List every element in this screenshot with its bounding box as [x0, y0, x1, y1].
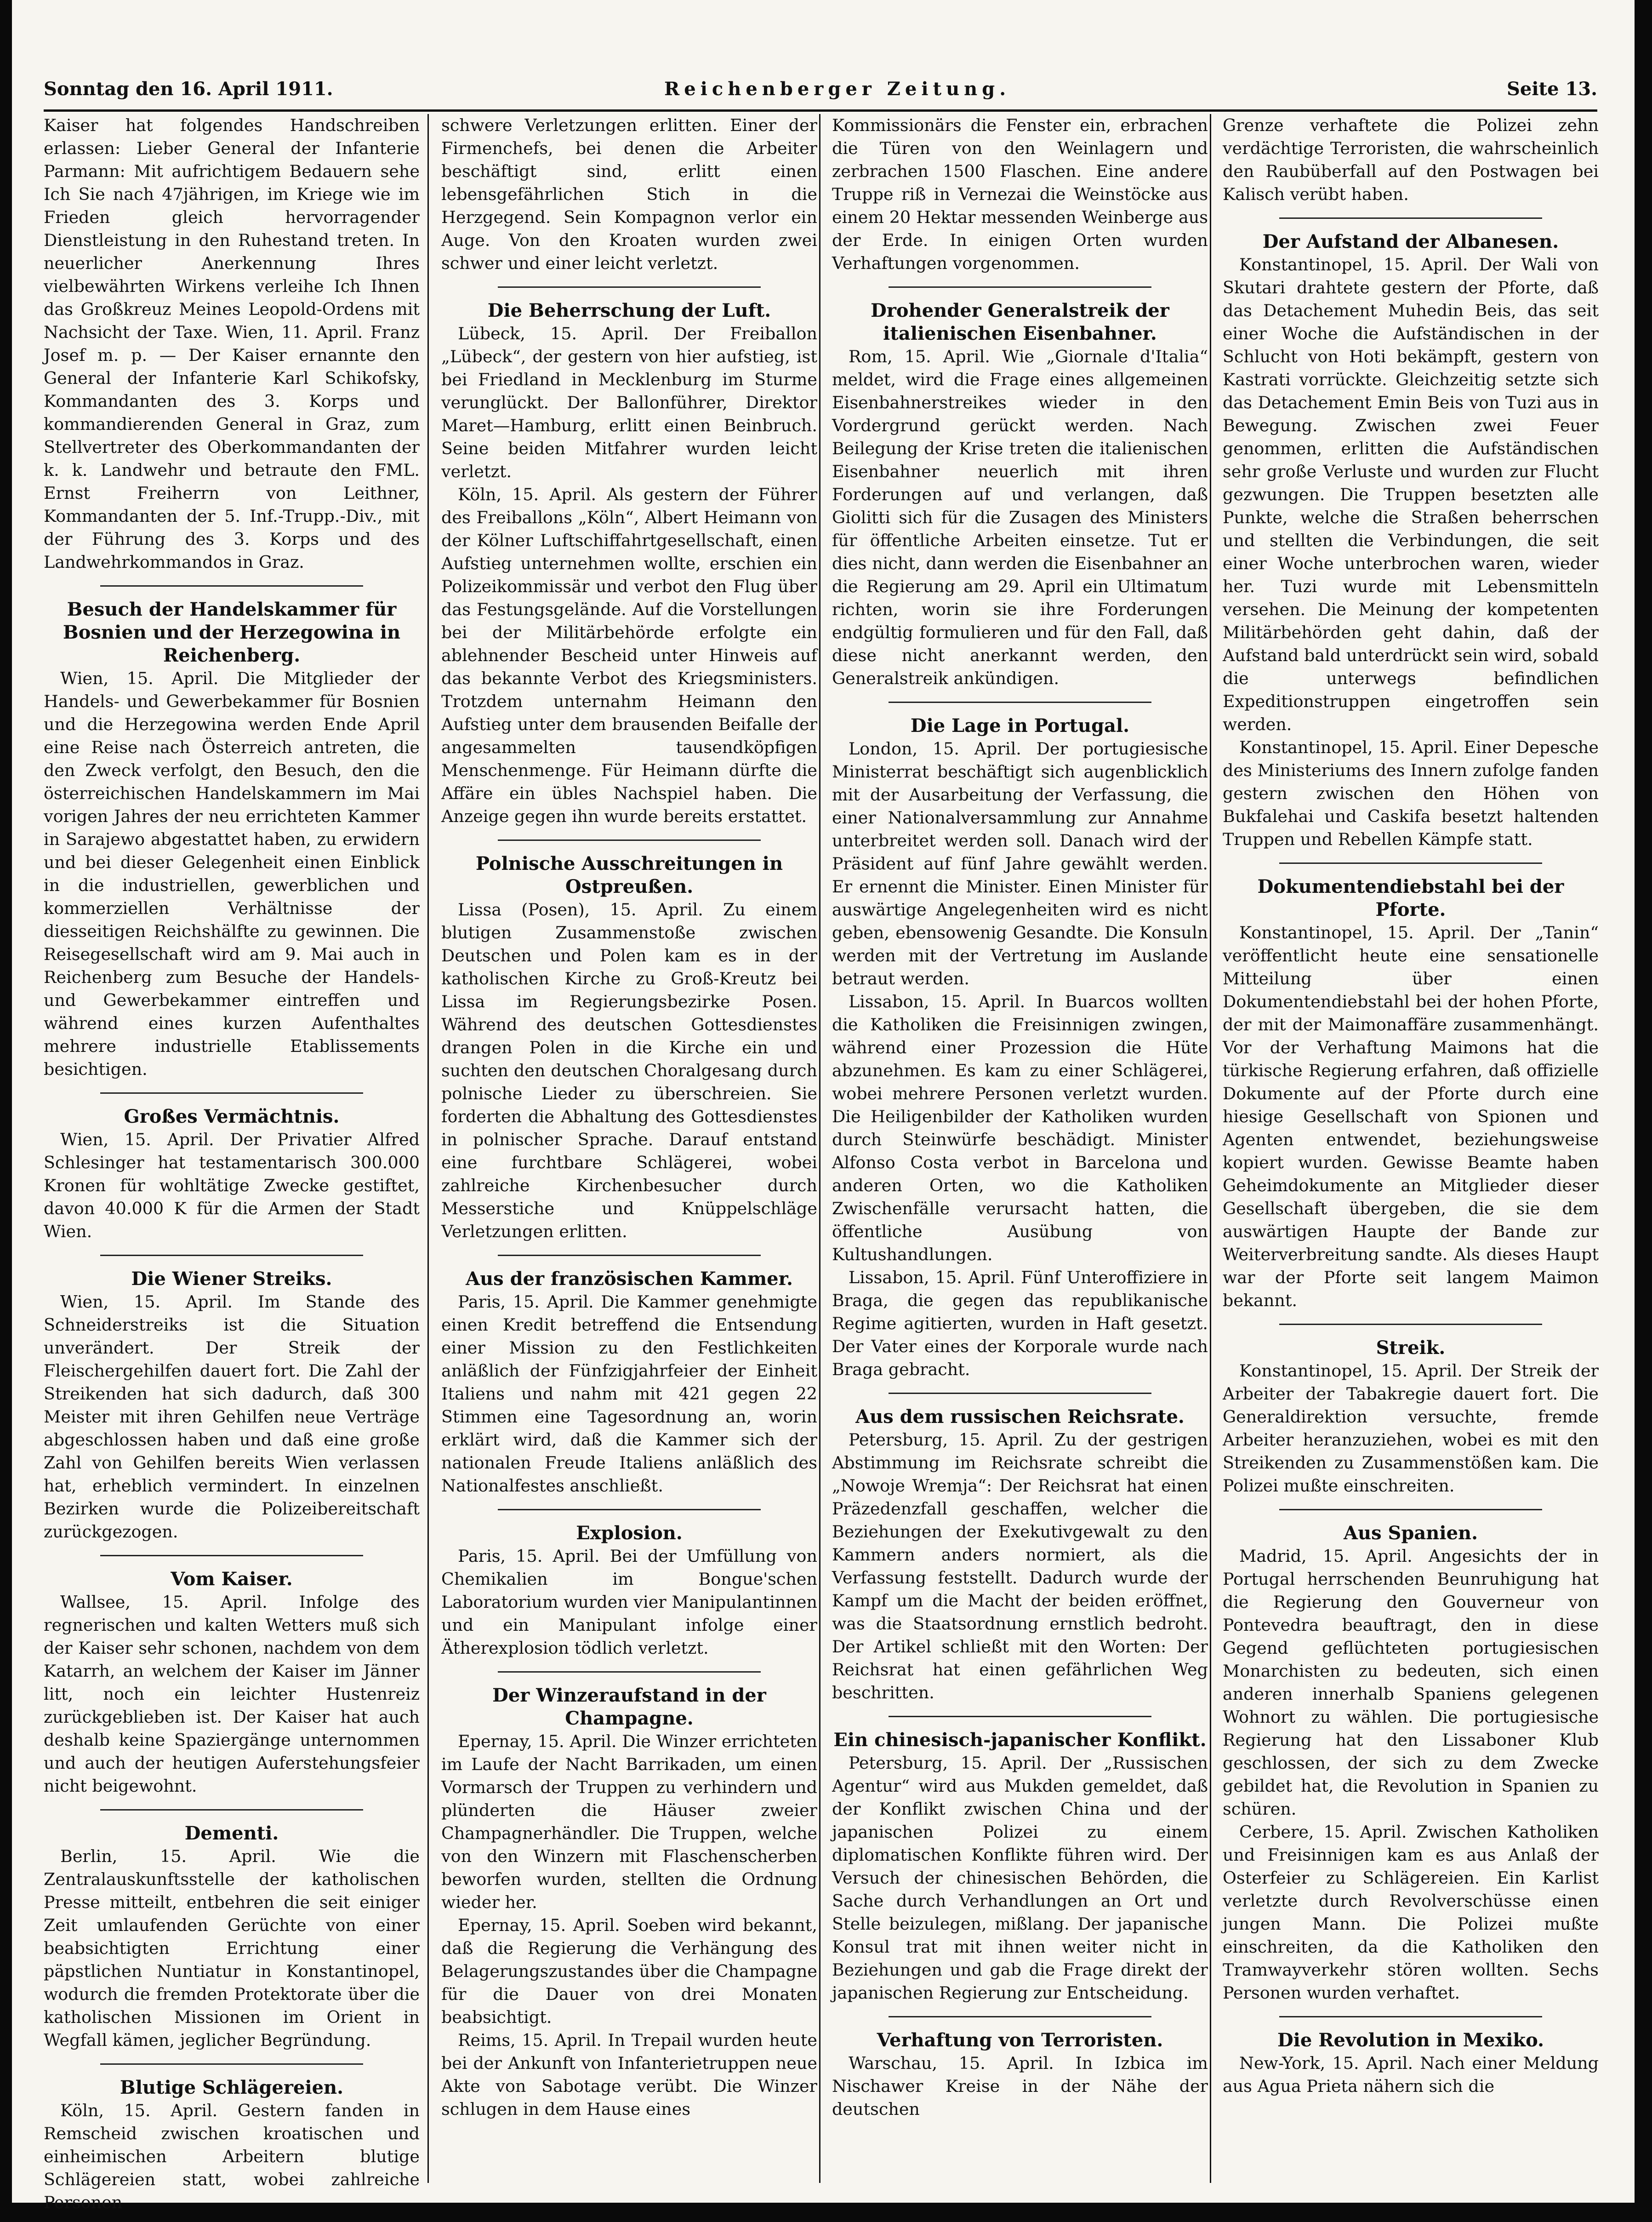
article-heading: Ein chinesisch-japanischer Konflikt.	[833, 1729, 1207, 1751]
article-text: Petersburg, 15. April. Zu der gestrigen Abstimmung im Reichsrate schreibt die „Nowoje Wremja“: Der Reichsrat hat einen Präzedenzfall geschaffen, welcher die Beziehungen der Exekutivgewalt zu den Kammern anders normiert, als die Verfassung feststellt. Dadurch wurde der Kampf um die Macht der beiden eröffnet, was die Staatsordnung ernstlich bedroht. Der Artikel schließt mit den Worten: Der Reichsrat hat einen gefährlichen Weg beschritten.	[832, 1430, 1208, 1702]
scan-border-left	[0, 0, 12, 2222]
scan-border-right	[1635, 0, 1652, 2222]
article-heading: Aus Spanien.	[1343, 1522, 1478, 1544]
column-divider	[819, 114, 820, 2183]
article-text: Wallsee, 15. April. Infolge des regnerischen und kalten Wetters muß sich der Kaiser sehr schonen, nachdem von dem Katarrh, an welchem der Kaiser im Jänner litt, noch ein leichter Hustenreiz zurückgeblieben ist. Der Kaiser hat auch deshalb keine Spaziergänge unternommen und auch der heutigen Auferstehungsfeier nicht beigewohnt.	[44, 1592, 420, 1796]
article-text: Lübeck, 15. April. Der Freiballon „Lübeck“, der gestern von hier aufstieg, ist bei Friedland in Mecklenburg im Sturme verunglückt. Der Ballonführer, Direktor Maret—Hamburg, erlitt einen Beinbruch. Seine beiden Mitfahrer wurden leicht verletzt.	[441, 324, 817, 481]
article-text: Paris, 15. April. Die Kammer genehmigte einen Kredit betreffend die Entsendung einer Mission zu den Festlichkeiten anläßlich der Fünfzigjahrfeier der Einheit Italiens und nahm mit 421 gegen 22 Stimmen eine Tagesordnung an, worin erklärt wird, daß die Kammer sich der nationalen Freude Italiens anläßlich des Nationalfestes anschließt.	[441, 1292, 817, 1496]
page-number: Seite 13.	[1507, 78, 1597, 100]
article-text: Grenze verhaftete die Polizei zehn verdächtige Terroristen, die wahrscheinlich den Raubüberfall auf den Postwagen bei Kalisch verübt haben.	[1223, 115, 1599, 204]
article-text: Köln, 15. April. Als gestern der Führer des Freiballons „Köln“, Albert Heimann von der Kölner Luftschiffahrtgesellschaft, einen Aufstieg unternehmen wollte, erschien ein Polizeikommissär und verbot den Flug über das Festungsgelände. Auf die Vorstellungen bei der Militärbehörde erfolgte ein ablehnender Bescheid unter Hinweis auf das bekannte Verbot des Kriegsministers. Trotzdem unternahm Heimann den Aufstieg unter dem brausenden Beifalle der angesammelten tausendköpfigen Menschenmenge. Für Heimann dürfte die Affäre ein übles Nachspiel haben. Die Anzeige gegen ihn wurde bereits erstattet.	[441, 485, 817, 826]
article-heading: Die Wiener Streiks.	[131, 1268, 332, 1290]
article-heading: Die Revolution in Mexiko.	[1277, 2029, 1544, 2051]
page-header	[44, 78, 1597, 110]
article-text: Petersburg, 15. April. Der „Russischen Agentur“ wird aus Mukden gemeldet, daß der Konflikt zwischen China und der japanischen Polizei zu einem diplomatischen Konflikte führen wird. Der Versuch der chinesischen Behörden, die Sache durch Verhandlungen an Ort und Stelle beizulegen, mißlang. Der japanische Konsul trat mit ihnen weiter nicht in Beziehungen und gab die Frage direkt der japanischen Regierung zur Entscheidung.	[832, 1753, 1208, 2003]
article-text: Köln, 15. April. Gestern fanden in Remscheid zwischen kroatischen und einheimischen Arbeitern blutige Schlägereien statt, wobei zahlreiche Personen	[44, 2101, 420, 2212]
newspaper-title: Reichenberger Zeitung.	[664, 78, 1011, 100]
article-heading: Blutige Schlägereien.	[120, 2077, 344, 2098]
article-heading: Aus dem russischen Reichsrate.	[855, 1406, 1185, 1428]
article-text: Reims, 15. April. In Trepail wurden heute bei der Ankunft von Infanterietruppen neue Akte von Sabotage verübt. Die Winzer schlugen in dem Hause eines	[441, 2030, 817, 2119]
article-heading: Vom Kaiser.	[171, 1568, 293, 1590]
article-heading: Der Aufstand der Albanesen.	[1262, 231, 1559, 252]
article-text: London, 15. April. Der portugiesische Ministerrat beschäftigt sich augenblicklich mit der Ausarbeitung der Verfassung, die einer Nationalversammlung zur Annahme unterbreitet werden soll. Danach wird der Präsident auf fünf Jahre gewählt werden. Er ernennt die Minister. Einen Minister für auswärtige Angelegenheiten wird es nicht geben, ebensowenig Gesandte. Die Konsuln werden mit der Vertretung im Auslande betraut werden.	[832, 739, 1208, 988]
article-heading: Großes Vermächtnis.	[124, 1106, 340, 1127]
column-3	[832, 114, 1208, 2183]
article-heading: Aus der französischen Kammer.	[466, 1268, 793, 1290]
article-heading: Verhaftung von Terroristen.	[877, 2029, 1163, 2051]
article-heading: Besuch der Handelskammer für Bosnien und der Herzegowina in Reichenberg.	[63, 599, 401, 666]
article-text: Paris, 15. April. Bei der Umfüllung von Chemikalien im Bongue'schen Laboratorium wurden vier Manipulantinnen und ein Manipulant infolge einer Ätherexplosion tödlich verletzt.	[441, 1546, 817, 1658]
column-2	[441, 114, 817, 2183]
column-divider	[427, 114, 429, 2183]
article-text: Lissabon, 15. April. In Buarcos wollten die Katholiken die Freisinnigen zwingen, während einer Prozession die Hüte abzunehmen. Es kam zu einer Schlägerei, wobei mehrere Personen verletzt wurden. Die Heiligenbilder der Katholiken wurden durch Steinwürfe beschädigt. Minister Alfonso Costa verbot in Barcelona und anderen Orten, wo die Katholiken Zwischenfälle verursacht hatten, die öffentliche Ausübung von Kultushandlungen.	[832, 992, 1208, 1264]
article-text: Kommissionärs die Fenster ein, erbrachen die Türen von den Weinlagern und zerbrachen 1500 Flaschen. Eine andere Truppe riß in Vernezai die Weinstöcke aus einem 20 Hektar messenden Weinberge aus der Erde. In einigen Orten wurden Verhaftungen vorgenommen.	[832, 115, 1208, 273]
article-heading: Die Lage in Portugal.	[910, 715, 1130, 737]
article-text: Wien, 15. April. Der Privatier Alfred Schlesinger hat testamentarisch 300.000 Kronen für wohltätige Zwecke gestiftet, davon 40.000 K für die Armen der Stadt Wien.	[44, 1130, 420, 1241]
article-text: Kaiser hat folgendes Handschreiben erlassen: Lieber General der Infanterie Parmann: Mit aufrichtigem Bedauern sehe Ich Sie nach 47jährigen, im Kriege wie im Frieden gleich hervorragender Dienstleistung in den Ruhestand treten. In neuerlicher Anerkennung Ihres vielbewährten Wirkens verleihe Ich Ihnen das Großkreuz Meines Leopold-Ordens mit Nachsicht der Taxe. Wien, 11. April. Franz Josef m. p. — Der Kaiser ernannte den General der Infanterie Karl Schikofsky, Kommandanten des 3. Korps und kommandierenden General in Graz, zum Stellvertreter des Oberkommandanten der k. k. Landwehr und betraute den FML. Ernst Freiherrn von Leithner, Kommandanten der 5. Inf.-Trupp.-Div., mit der Führung des 3. Korps und des Landwehrkommandos in Graz.	[44, 115, 420, 572]
article-text: Berlin, 15. April. Wie die Zentralauskunftsstelle der katholischen Presse mitteilt, entbehren die seit einiger Zeit umlaufenden Gerüchte von einer beabsichtigten Errichtung einer päpstlichen Nuntiatur in Konstantinopel, wodurch die fremden Protektorate über die katholischen Missionen im Orient in Wegfall kämen, jeglicher Begründung.	[44, 1846, 420, 2050]
article-text: Wien, 15. April. Die Mitglieder der Handels- und Gewerbekammer für Bosnien und die Herzegowina werden Ende April eine Reise nach Österreich antreten, die den Zweck verfolgt, den Besuch, den die österreichischen Handelskammern im Mai vorigen Jahres der neu errichteten Kammer in Sarajewo abgestattet haben, zu erwidern und bei dieser Gelegenheit einen Einblick in die industriellen, gewerblichen und kommerziellen Verhältnisse der diesseitigen Reichshälfte zu gewinnen. Die Reisegesellschaft wird am 9. Mai auch in Reichenberg zum Besuche der Handels- und Gewerbekammer eintreffen und während eines kurzen Aufenthaltes mehrere industrielle Etablissements besichtigen.	[44, 668, 420, 1079]
article-heading: Dokumentendiebstahl bei der Pforte.	[1257, 876, 1564, 920]
article-heading: Explosion.	[576, 1522, 683, 1544]
article-text: Rom, 15. April. Wie „Giornale d'Italia“ meldet, wird die Frage eines allgemeinen Eisenbahnerstreikes wieder in den Vordergrund gerückt werden. Nach Beilegung der Krise treten die italienischen Eisenbahner neuerlich mit ihren Forderungen auf und verlangen, daß Giolitti sich für die Zusagen des Ministers für öffentliche Arbeiten einsetze. Tut er dies nicht, dann werden die Eisenbahner an die Regierung am 29. April ein Ultimatum richten, worin sie ihre Forderungen endgültig formulieren und für den Fall, daß diese nicht anerkannt werden, den Generalstreik ankündigen.	[832, 347, 1208, 688]
column-divider	[1210, 114, 1211, 2183]
column-1	[44, 114, 420, 2212]
article-heading: Der Winzeraufstand in der Champagne.	[492, 1685, 766, 1729]
article-text: schwere Verletzungen erlitten. Einer der Firmenchefs, bei denen die Arbeiter beschäftigt sind, erlitt einen lebensgefährlichen Stich in die Herzgegend. Sein Kompagnon verlor ein Auge. Von den Kroaten wurden zwei schwer und einer leicht verletzt.	[441, 115, 817, 273]
article-text: Epernay, 15. April. Die Winzer errichteten im Laufe der Nacht Barrikaden, um einen Vormarsch der Truppen zu verhindern und plünderten die Häuser zweier Champagnerhändler. Die Truppen, welche von den Winzern mit Flaschenscherben beworfen wurden, stellten die Ordnung wieder her.	[441, 1731, 817, 1912]
article-text: Cerbere, 15. April. Zwischen Katholiken und Freisinnigen kam es aus Anlaß der Osterfeier zu Schlägereien. Ein Karlist verletzte durch Revolverschüsse einen jungen Mann. Die Polizei mußte einschreiten, da die Katholiken den Tramwayverkehr stören wollten. Sechs Personen wurden verhaftet.	[1223, 1822, 1599, 2003]
article-text: Konstantinopel, 15. April. Der Streik der Arbeiter der Tabakregie dauert fort. Die Generaldirektion versuchte, fremde Arbeiter heranzuziehen, wobei es mit den Streikenden zu Zusammenstößen kam. Die Polizei mußte einschreiten.	[1223, 1361, 1599, 1496]
article-text: Konstantinopel, 15. April. Der „Tanin“ veröffentlicht heute eine sensationelle Mitteilung über einen Dokumentendiebstahl bei der hohen Pforte, der mit der Maimonaffäre zusammenhängt. Vor der Verhaftung Maimons hat die türkische Regierung erfahren, daß offizielle Dokumente auf der Pforte durch eine hiesige Gesellschaft von Spionen und Agenten entwendet, beziehungsweise kopiert wurden. Gewisse Beamte haben Geheimdokumente an Mitglieder dieser Gesellschaft übergeben, die sie dem auswärtigen Haupte der Bande zur Weiterverbreitung sandte. Als dieses Haupt war der Pforte seit langem Maimon bekannt.	[1223, 923, 1599, 1310]
article-text: Konstantinopel, 15. April. Der Wali von Skutari drahtete gestern der Pforte, daß das Detachement Muhedin Beis, das seit einer Woche die Aufständischen in der Schlucht von Hoti bekämpft, gestern von Kastrati vorrückte. Gleichzeitig setzte sich das Detachement Emin Beis von Tuzi aus in Bewegung. Zwischen zwei Feuer genommen, erlitten die Aufständischen sehr große Verluste und wurden zur Flucht gezwungen. Die Truppen besetzten alle Punkte, welche die Straßen beherrschen und stellten die Verbindungen, die seit einer Woche unterbrochen waren, wieder her. Tuzi wurde mit Lebensmitteln versehen. Die Meinung der kompetenten Militärbehörden geht dahin, daß der Aufstand bald unterdrückt sein wird, sobald die unterwegs befindlichen Expeditionstruppen eingetroffen sein werden.	[1223, 255, 1599, 734]
article-text: Warschau, 15. April. In Izbica im Nischawer Kreise in der Nähe der deutschen	[832, 2053, 1208, 2119]
article-heading: Drohender Generalstreik der italienischen Eisenbahner.	[871, 300, 1169, 344]
article-text: Lissabon, 15. April. Fünf Unteroffiziere in Braga, die gegen das republikanische Regime agitierten, wurden in Haft gesetzt. Der Vater eines der Korporale wurde nach Braga gebracht.	[832, 1268, 1208, 1379]
article-heading: Polnische Ausschreitungen in Ostpreußen.	[475, 853, 783, 897]
issue-date: Sonntag den 16. April 1911.	[44, 78, 333, 100]
article-text: Epernay, 15. April. Soeben wird bekannt, daß die Regierung die Verhängung des Belagerungszustandes über die Champagne für die Dauer von drei Monaten beabsichtigt.	[441, 1915, 817, 2027]
column-4	[1223, 114, 1599, 2183]
article-text: Madrid, 15. April. Angesichts der in Portugal herrschenden Beunruhigung hat die Regierung den Gouverneur von Pontevedra beauftragt, den in diese Gegend geflüchteten portugiesischen Monarchisten zu bedeuten, sich einen anderen innerhalb Spaniens gelegenen Wohnort zu wählen. Die portugiesische Regierung hat den Lissaboner Klub geschlossen, der sich zu dem Zwecke gebildet hat, die Revolution in Spanien zu schüren.	[1223, 1546, 1599, 1819]
article-heading: Die Beherrschung der Luft.	[487, 300, 771, 321]
article-text: New-York, 15. April. Nach einer Meldung aus Agua Prieta nähern sich die	[1223, 2053, 1599, 2096]
article-heading: Streik.	[1376, 1337, 1446, 1359]
article-heading: Dementi.	[184, 1822, 279, 1844]
header-rule	[44, 109, 1597, 112]
article-text: Lissa (Posen), 15. April. Zu einem blutigen Zusammenstoße zwischen Deutschen und Polen kam es in der katholischen Kirche zu Groß-Kreutz bei Lissa im Regierungsbezirke Posen. Während des deutschen Gottesdienstes drangen Polen in die Kirche ein und suchten den deutschen Choralgesang durch polnische Lieder zu überschreien. Sie forderten die Abhaltung des Gottesdienstes in polnischer Sprache. Darauf entstand eine furchtbare Schlägerei, wobei zahlreiche Kirchenbesucher durch Messerstiche und Knüppelschläge Verletzungen erlitten.	[441, 900, 817, 1241]
article-text: Konstantinopel, 15. April. Einer Depesche des Ministeriums des Innern zufolge fanden gestern zwischen den Höhen von Bukfalehai und Caskifa besetzt haltenden Truppen und Rebellen Kämpfe statt.	[1223, 737, 1599, 849]
article-text: Wien, 15. April. Im Stande des Schneiderstreiks ist die Situation unverändert. Der Streik der Fleischergehilfen dauert fort. Die Zahl der Streikenden hat sich dadurch, daß 300 Meister mit ihren Gehilfen neue Verträge abgeschlossen haben und daß eine große Zahl von Gehilfen bereits Wien verlassen hat, erheblich vermindert. In einzelnen Bezirken wurde die Polizeibereitschaft zurückgezogen.	[44, 1292, 420, 1542]
